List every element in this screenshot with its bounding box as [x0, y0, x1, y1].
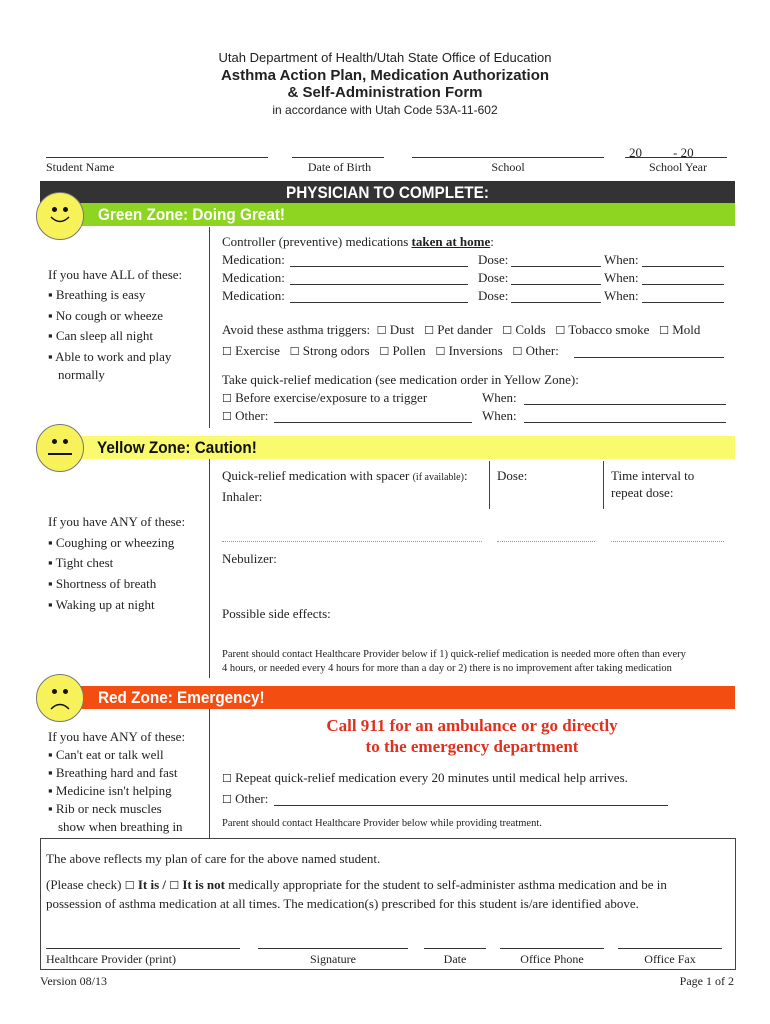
- form-title-line1: Asthma Action Plan, Medication Authorization: [220, 67, 550, 84]
- school-field[interactable]: [412, 157, 604, 158]
- trigger-checkbox[interactable]: ☐ Pollen: [379, 343, 426, 358]
- version-label: Version 08/13: [40, 974, 107, 988]
- repeat-relief-checkbox[interactable]: ☐ Repeat quick-relief medication every 20 minutes until medical help arrives.: [222, 770, 628, 785]
- page-number: Page 1 of 2: [679, 974, 734, 988]
- when-label: When:: [482, 390, 517, 405]
- self-administer-statement-2: possession of asthma medication at all times. The medication(s) prescribed for this student is/are identified above.: [46, 896, 639, 911]
- red-symptom: ▪ Can't eat or talk well: [48, 747, 164, 762]
- quick-relief-spacer-label: Quick-relief medication with spacer (if available):: [222, 468, 468, 483]
- red-note: Parent should contact Healthcare Provider below while providing treatment.: [222, 818, 542, 829]
- yellow-intro: If you have ANY of these:: [48, 514, 186, 529]
- trigger-checkbox[interactable]: ☐ Mold: [659, 322, 701, 337]
- quick-relief-other-field[interactable]: [274, 422, 472, 423]
- signature-field[interactable]: [258, 948, 408, 949]
- triggers-label: Avoid these asthma triggers:: [222, 322, 371, 337]
- green-symptom: ▪ No cough or wheeze: [48, 308, 164, 323]
- dose-field[interactable]: [511, 284, 601, 285]
- dob-field[interactable]: [292, 157, 384, 158]
- agency-name: Utah Department of Health/Utah State Office of Education: [218, 50, 552, 65]
- yellow-symptom: ▪ Tight chest: [48, 555, 114, 570]
- quick-relief-other-when-field[interactable]: [524, 422, 726, 423]
- green-symptom: ▪ Can sleep all night: [48, 328, 153, 343]
- medication-label: Medication:: [222, 270, 285, 285]
- dose-label: Dose:: [478, 288, 509, 303]
- when-field[interactable]: [642, 284, 724, 285]
- trigger-checkbox[interactable]: ☐ Colds: [502, 322, 546, 337]
- form-title-line2: & Self-Administration Form: [287, 84, 483, 101]
- neutral-mouth-icon: [48, 453, 72, 455]
- yellow-zone-title: Yellow Zone: Caution!: [97, 438, 257, 457]
- school-label: School: [491, 160, 525, 174]
- office-phone-label: Office Phone: [520, 952, 584, 966]
- provider-name-field[interactable]: [46, 948, 240, 949]
- trigger-checkbox[interactable]: ☐ Other:: [512, 343, 559, 358]
- green-zone-bar: [40, 203, 735, 226]
- it-is-checkbox[interactable]: ☐ It is /: [124, 877, 166, 892]
- plan-statement: The above reflects my plan of care for the above named student.: [46, 851, 381, 866]
- red-symptom: ▪ Rib or neck muscles: [48, 801, 162, 816]
- office-phone-field[interactable]: [500, 948, 604, 949]
- school-year-mid: - 20: [673, 145, 694, 160]
- quick-relief-instruction: Take quick-relief medication (see medication order in Yellow Zone):: [222, 372, 579, 387]
- when-field[interactable]: [642, 302, 724, 303]
- yellow-note-line1: Parent should contact Healthcare Provider below if 1) quick-relief medication is needed more often than every: [222, 649, 686, 660]
- before-exercise-checkbox[interactable]: ☐ Before exercise/exposure to a trigger: [222, 390, 428, 405]
- form-subtitle: in accordance with Utah Code 53A-11-602: [272, 103, 498, 117]
- yellow-note-line2: 4 hours, or needed every 4 hours for more than a day or 2) there is no improvement after taking medication: [222, 663, 672, 674]
- controller-heading: Controller (preventive) medications taken at home:: [222, 234, 494, 249]
- yellow-dose-label: Dose:: [497, 468, 528, 483]
- physician-banner: [40, 181, 735, 204]
- call-911-line1: Call 911 for an ambulance or go directly: [326, 716, 618, 735]
- trigger-checkbox[interactable]: ☐ Dust: [376, 322, 415, 337]
- trigger-checkbox[interactable]: ☐ Inversions: [435, 343, 503, 358]
- triggers-row-2: [222, 343, 559, 359]
- physician-banner-text: PHYSICIAN TO COMPLETE:: [286, 183, 489, 202]
- interval-label-1: Time interval to: [611, 468, 695, 483]
- date-field[interactable]: [424, 948, 486, 949]
- call-911-line2: to the emergency department: [365, 737, 579, 756]
- smile-icon: [49, 215, 71, 227]
- office-fax-field[interactable]: [618, 948, 722, 949]
- red-symptom: ▪ Breathing hard and fast: [48, 765, 178, 780]
- school-year-field[interactable]: [625, 157, 727, 158]
- green-symptom: ▪ Breathing is easy: [48, 287, 146, 302]
- self-administer-statement: (Please check) ☐ It is / ☐ It is not medically appropriate for the student to self-administer asthma medication and be in: [46, 877, 667, 892]
- medication-label: Medication:: [222, 252, 285, 267]
- when-label: When:: [604, 288, 639, 303]
- medication-label: Medication:: [222, 288, 285, 303]
- red-symptom-cont: show when breathing in: [58, 819, 183, 834]
- it-is-not-checkbox[interactable]: ☐ It is not: [169, 877, 225, 892]
- trigger-checkbox[interactable]: ☐ Pet dander: [424, 322, 493, 337]
- side-effects-label: Possible side effects:: [222, 606, 331, 621]
- trigger-checkbox[interactable]: ☐ Exercise: [222, 343, 280, 358]
- inhaler-dose-field[interactable]: [497, 541, 595, 542]
- when-label: When:: [604, 252, 639, 267]
- red-other-field[interactable]: [274, 805, 668, 806]
- school-year-label: School Year: [648, 160, 707, 174]
- triggers-row-1: [222, 322, 700, 338]
- green-zone-title: Green Zone: Doing Great!: [98, 205, 286, 224]
- quick-relief-other-checkbox[interactable]: ☐ Other:: [222, 408, 269, 423]
- dose-field[interactable]: [511, 266, 601, 267]
- red-intro: If you have ANY of these:: [48, 729, 186, 744]
- yellow-symptom: ▪ Waking up at night: [48, 597, 155, 612]
- red-other-checkbox[interactable]: ☐ Other:: [222, 791, 269, 806]
- trigger-checkbox[interactable]: ☐ Strong odors: [289, 343, 370, 358]
- medication-field[interactable]: [290, 302, 468, 303]
- office-fax-label: Office Fax: [644, 952, 696, 966]
- trigger-checkbox[interactable]: ☐ Tobacco smoke: [555, 322, 650, 337]
- medication-field[interactable]: [290, 284, 468, 285]
- dob-label: Date of Birth: [307, 160, 372, 174]
- medication-field[interactable]: [290, 266, 468, 267]
- signature-label: Signature: [310, 952, 356, 966]
- frown-icon: [49, 701, 71, 711]
- interval-label-2: repeat dose:: [611, 485, 674, 500]
- dose-label: Dose:: [478, 252, 509, 267]
- date-label: Date: [443, 952, 467, 966]
- red-zone-bar: [40, 686, 735, 709]
- inhaler-label: Inhaler:: [222, 489, 263, 504]
- green-symptom-cont: normally: [58, 367, 105, 382]
- school-year-prefix: 20: [629, 145, 642, 160]
- trigger-other-field[interactable]: [574, 357, 724, 358]
- when-field[interactable]: [642, 266, 724, 267]
- yellow-symptom: ▪ Coughing or wheezing: [48, 535, 175, 550]
- green-intro: If you have ALL of these:: [48, 267, 183, 282]
- when-label: When:: [604, 270, 639, 285]
- neutral-face-icon: [36, 424, 84, 472]
- when-label: When:: [482, 408, 517, 423]
- green-symptom: ▪ Able to work and play: [48, 349, 172, 364]
- inhaler-interval-field[interactable]: [611, 541, 724, 542]
- happy-face-icon: [36, 192, 84, 240]
- inhaler-field[interactable]: [222, 541, 482, 542]
- student-name-label: Student Name: [46, 160, 115, 174]
- nebulizer-label: Nebulizer:: [222, 551, 277, 566]
- red-symptom: ▪ Medicine isn't helping: [48, 783, 172, 798]
- sad-face-icon: [36, 674, 84, 722]
- dose-label: Dose:: [478, 270, 509, 285]
- provider-label: Healthcare Provider (print): [46, 952, 176, 966]
- yellow-symptom: ▪ Shortness of breath: [48, 576, 157, 591]
- yellow-zone-bar: [40, 436, 735, 459]
- before-exercise-when-field[interactable]: [524, 404, 726, 405]
- student-name-field[interactable]: [46, 157, 268, 158]
- dose-field[interactable]: [511, 302, 601, 303]
- red-zone-title: Red Zone: Emergency!: [98, 688, 265, 707]
